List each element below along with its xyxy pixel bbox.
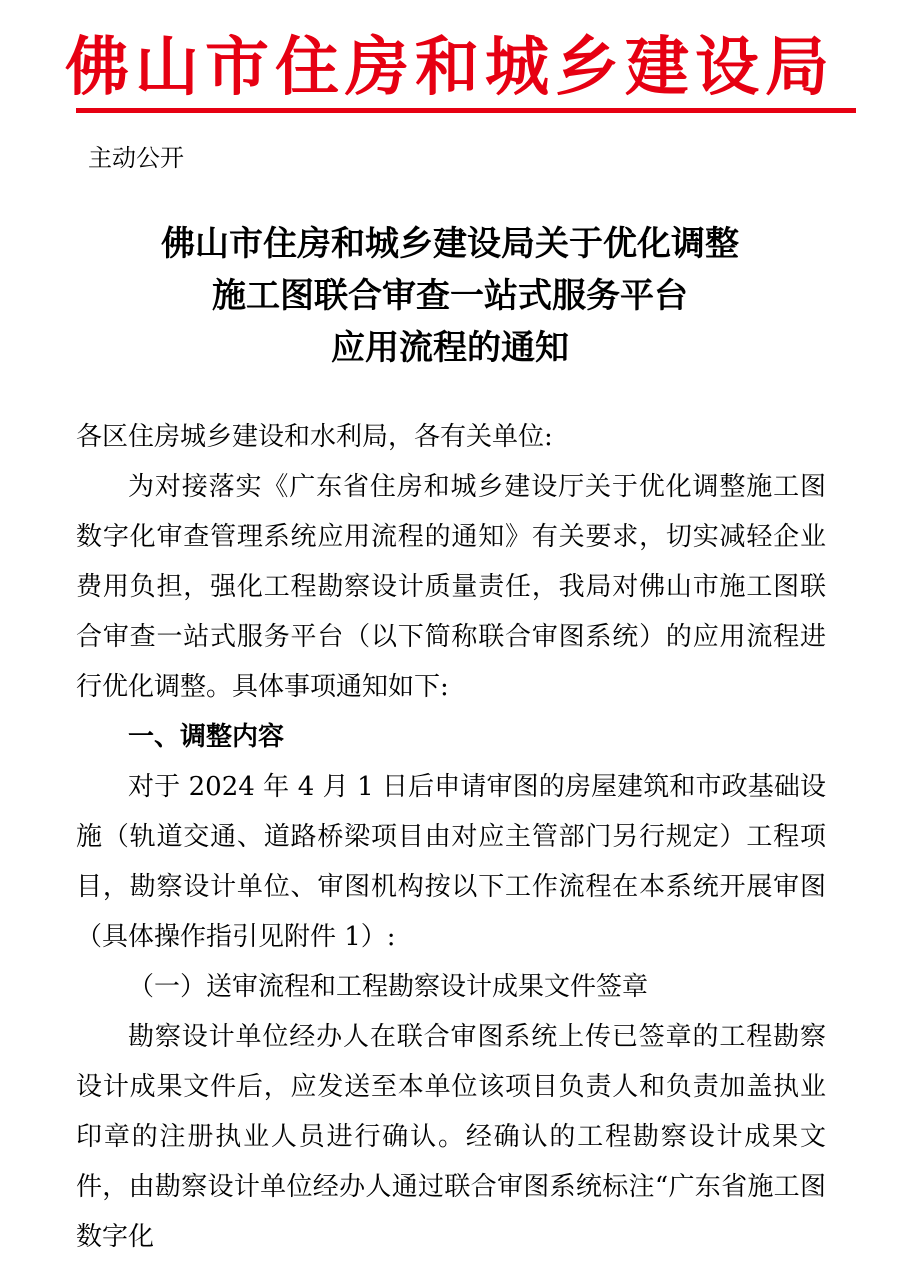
document-title-line-3: 应用流程的通知 xyxy=(331,328,569,368)
scope-paragraph: 对于 2024 年 4 月 1 日后申请审图的房屋建筑和市政基础设施（轨道交通、道路桥梁项目由对应主管部门另行规定）工程项目，勘察设计单位、审图机构按以下工作流程在本系统开展审图（具体操作指引见附件 1）: xyxy=(76,772,826,952)
process-paragraph: 勘察设计单位经办人在联合审图系统上传已签章的工程勘察设计成果文件后，应发送至本单位该项目负责人和负责加盖执业印章的注册执业人员进行确认。经确认的工程勘察设计成果文件，由勘察设计单位经办人通过联合审图系统标注“广东省施工图数字化 xyxy=(76,1022,826,1252)
section-heading: 一、调整内容 xyxy=(128,722,285,752)
salutation: 各区住房城乡建设和水利局，各有关单位: xyxy=(76,422,553,452)
letterhead-divider xyxy=(76,108,856,113)
document-title-line-2: 施工图联合审查一站式服务平台 xyxy=(212,276,688,316)
document-title-line-1: 佛山市住房和城乡建设局关于优化调整 xyxy=(161,224,739,264)
document-body xyxy=(76,412,826,1262)
agency-letterhead: 佛山市住房和城乡建设局 xyxy=(65,30,835,105)
document-title xyxy=(0,218,900,374)
disclosure-label: 主动公开 xyxy=(88,144,184,172)
subsection-heading: （一）送审流程和工程勘察设计成果文件签章 xyxy=(128,972,649,1002)
intro-paragraph: 为对接落实《广东省住房和城乡建设厅关于优化调整施工图数字化审查管理系统应用流程的通知》有关要求，切实减轻企业费用负担，强化工程勘察设计质量责任，我局对佛山市施工图联合审查一站式服务平台（以下简称联合审图系统）的应用流程进行优化调整。具体事项通知如下: xyxy=(76,472,826,702)
